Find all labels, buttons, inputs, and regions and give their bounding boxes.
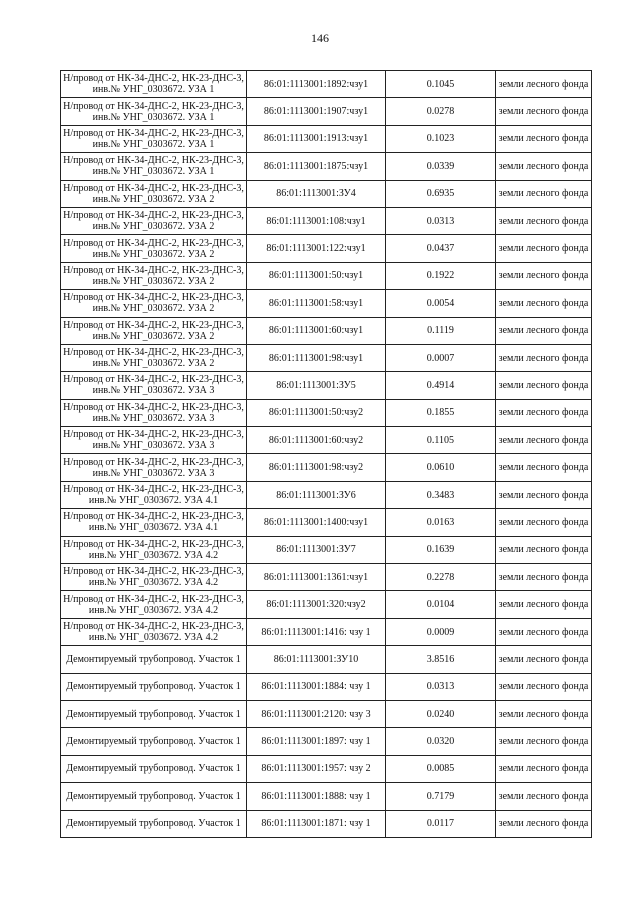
cadastral-number-cell: 86:01:1113001:98:чзу2 xyxy=(247,454,386,481)
land-category-cell: земли лесного фонда xyxy=(496,427,592,454)
area-cell: 0.0240 xyxy=(386,700,496,727)
table-row xyxy=(61,317,592,344)
table-row xyxy=(61,344,592,371)
cadastral-number-cell: 86:01:1113001:1871: чзу 1 xyxy=(247,810,386,837)
cadastral-number-cell: 86:01:1113001:ЗУ10 xyxy=(247,646,386,673)
table-body xyxy=(61,71,592,838)
land-category-cell: земли лесного фонда xyxy=(496,755,592,782)
table-row xyxy=(61,810,592,837)
cadastral-number-cell: 86:01:1113001:ЗУ4 xyxy=(247,180,386,207)
cadastral-number-cell: 86:01:1113001:122:чзу1 xyxy=(247,235,386,262)
land-category-cell: земли лесного фонда xyxy=(496,71,592,98)
land-category-cell: земли лесного фонда xyxy=(496,344,592,371)
land-plots-table xyxy=(60,70,592,838)
land-category-cell: земли лесного фонда xyxy=(496,564,592,591)
table-row xyxy=(61,755,592,782)
object-name-cell: Н/провод от НК-34-ДНС-2, НК-23-ДНС-3, инв.№ УНГ_0303672. УЗА 1 xyxy=(61,125,247,152)
area-cell: 0.4914 xyxy=(386,372,496,399)
object-name-cell: Н/провод от НК-34-ДНС-2, НК-23-ДНС-3, инв.№ УНГ_0303672. УЗА 4.2 xyxy=(61,564,247,591)
area-cell: 0.0104 xyxy=(386,591,496,618)
page-number: 146 xyxy=(311,31,329,45)
cadastral-number-cell: 86:01:1113001:1897: чзу 1 xyxy=(247,728,386,755)
table-row xyxy=(61,646,592,673)
object-name-cell: Н/провод от НК-34-ДНС-2, НК-23-ДНС-3, инв.№ УНГ_0303672. УЗА 4.2 xyxy=(61,618,247,645)
object-name-cell: Н/провод от НК-34-ДНС-2, НК-23-ДНС-3, инв.№ УНГ_0303672. УЗА 3 xyxy=(61,454,247,481)
area-cell: 0.0320 xyxy=(386,728,496,755)
land-category-cell: земли лесного фонда xyxy=(496,783,592,810)
cadastral-number-cell: 86:01:1113001:1892:чзу1 xyxy=(247,71,386,98)
land-category-cell: земли лесного фонда xyxy=(496,454,592,481)
table-row xyxy=(61,71,592,98)
cadastral-number-cell: 86:01:1113001:60:чзу2 xyxy=(247,427,386,454)
land-category-cell: земли лесного фонда xyxy=(496,481,592,508)
area-cell: 0.0278 xyxy=(386,98,496,125)
object-name-cell: Н/провод от НК-34-ДНС-2, НК-23-ДНС-3, инв.№ УНГ_0303672. УЗА 3 xyxy=(61,427,247,454)
area-cell: 0.1639 xyxy=(386,536,496,563)
cadastral-number-cell: 86:01:1113001:ЗУ5 xyxy=(247,372,386,399)
table-row xyxy=(61,454,592,481)
area-cell: 0.0009 xyxy=(386,618,496,645)
table-row xyxy=(61,180,592,207)
land-category-cell: земли лесного фонда xyxy=(496,673,592,700)
table-row xyxy=(61,235,592,262)
table-row xyxy=(61,481,592,508)
cadastral-number-cell: 86:01:1113001:1888: чзу 1 xyxy=(247,783,386,810)
land-category-cell: земли лесного фонда xyxy=(496,810,592,837)
object-name-cell: Демонтируемый трубопровод. Участок 1 xyxy=(61,783,247,810)
area-cell: 0.7179 xyxy=(386,783,496,810)
object-name-cell: Н/провод от НК-34-ДНС-2, НК-23-ДНС-3, инв.№ УНГ_0303672. УЗА 4.1 xyxy=(61,481,247,508)
land-category-cell: земли лесного фонда xyxy=(496,180,592,207)
area-cell: 0.0610 xyxy=(386,454,496,481)
area-cell: 0.1922 xyxy=(386,262,496,289)
land-category-cell: земли лесного фонда xyxy=(496,98,592,125)
object-name-cell: Н/провод от НК-34-ДНС-2, НК-23-ДНС-3, инв.№ УНГ_0303672. УЗА 2 xyxy=(61,317,247,344)
table-row xyxy=(61,125,592,152)
area-cell: 0.6935 xyxy=(386,180,496,207)
area-cell: 0.1045 xyxy=(386,71,496,98)
area-cell: 0.0313 xyxy=(386,207,496,234)
cadastral-number-cell: 86:01:1113001:2120: чзу 3 xyxy=(247,700,386,727)
area-cell: 0.2278 xyxy=(386,564,496,591)
land-category-cell: земли лесного фонда xyxy=(496,372,592,399)
table-row xyxy=(61,372,592,399)
table-row xyxy=(61,207,592,234)
object-name-cell: Н/провод от НК-34-ДНС-2, НК-23-ДНС-3, инв.№ УНГ_0303672. УЗА 3 xyxy=(61,372,247,399)
area-cell: 0.0163 xyxy=(386,509,496,536)
object-name-cell: Демонтируемый трубопровод. Участок 1 xyxy=(61,728,247,755)
table-row xyxy=(61,700,592,727)
land-category-cell: земли лесного фонда xyxy=(496,235,592,262)
object-name-cell: Демонтируемый трубопровод. Участок 1 xyxy=(61,673,247,700)
table-row xyxy=(61,98,592,125)
cadastral-number-cell: 86:01:1113001:98:чзу1 xyxy=(247,344,386,371)
area-cell: 0.1855 xyxy=(386,399,496,426)
area-cell: 0.1023 xyxy=(386,125,496,152)
object-name-cell: Демонтируемый трубопровод. Участок 1 xyxy=(61,700,247,727)
object-name-cell: Н/провод от НК-34-ДНС-2, НК-23-ДНС-3, инв.№ УНГ_0303672. УЗА 4.2 xyxy=(61,591,247,618)
land-category-cell: земли лесного фонда xyxy=(496,399,592,426)
area-cell: 0.0085 xyxy=(386,755,496,782)
area-cell: 0.0007 xyxy=(386,344,496,371)
land-category-cell: земли лесного фонда xyxy=(496,317,592,344)
object-name-cell: Н/провод от НК-34-ДНС-2, НК-23-ДНС-3, инв.№ УНГ_0303672. УЗА 2 xyxy=(61,290,247,317)
table-row xyxy=(61,536,592,563)
cadastral-number-cell: 86:01:1113001:1907:чзу1 xyxy=(247,98,386,125)
table-row xyxy=(61,427,592,454)
cadastral-number-cell: 86:01:1113001:108:чзу1 xyxy=(247,207,386,234)
cadastral-number-cell: 86:01:1113001:1884: чзу 1 xyxy=(247,673,386,700)
cadastral-number-cell: 86:01:1113001:1957: чзу 2 xyxy=(247,755,386,782)
land-category-cell: земли лесного фонда xyxy=(496,290,592,317)
object-name-cell: Демонтируемый трубопровод. Участок 1 xyxy=(61,646,247,673)
cadastral-number-cell: 86:01:1113001:ЗУ6 xyxy=(247,481,386,508)
object-name-cell: Н/провод от НК-34-ДНС-2, НК-23-ДНС-3, инв.№ УНГ_0303672. УЗА 1 xyxy=(61,71,247,98)
cadastral-number-cell: 86:01:1113001:50:чзу1 xyxy=(247,262,386,289)
cadastral-number-cell: 86:01:1113001:60:чзу1 xyxy=(247,317,386,344)
area-cell: 0.0117 xyxy=(386,810,496,837)
object-name-cell: Н/провод от НК-34-ДНС-2, НК-23-ДНС-3, инв.№ УНГ_0303672. УЗА 2 xyxy=(61,262,247,289)
cadastral-number-cell: 86:01:1113001:1913:чзу1 xyxy=(247,125,386,152)
object-name-cell: Демонтируемый трубопровод. Участок 1 xyxy=(61,755,247,782)
object-name-cell: Н/провод от НК-34-ДНС-2, НК-23-ДНС-3, инв.№ УНГ_0303672. УЗА 1 xyxy=(61,98,247,125)
table-row xyxy=(61,783,592,810)
cadastral-number-cell: 86:01:1113001:ЗУ7 xyxy=(247,536,386,563)
area-cell: 0.3483 xyxy=(386,481,496,508)
cadastral-number-cell: 86:01:1113001:50:чзу2 xyxy=(247,399,386,426)
object-name-cell: Н/провод от НК-34-ДНС-2, НК-23-ДНС-3, инв.№ УНГ_0303672. УЗА 2 xyxy=(61,235,247,262)
cadastral-number-cell: 86:01:1113001:1416: чзу 1 xyxy=(247,618,386,645)
table-row xyxy=(61,564,592,591)
cadastral-number-cell: 86:01:1113001:1875:чзу1 xyxy=(247,153,386,180)
table-row xyxy=(61,509,592,536)
table-row xyxy=(61,153,592,180)
area-cell: 0.0339 xyxy=(386,153,496,180)
land-category-cell: земли лесного фонда xyxy=(496,125,592,152)
object-name-cell: Н/провод от НК-34-ДНС-2, НК-23-ДНС-3, инв.№ УНГ_0303672. УЗА 2 xyxy=(61,207,247,234)
object-name-cell: Н/провод от НК-34-ДНС-2, НК-23-ДНС-3, инв.№ УНГ_0303672. УЗА 3 xyxy=(61,399,247,426)
object-name-cell: Н/провод от НК-34-ДНС-2, НК-23-ДНС-3, инв.№ УНГ_0303672. УЗА 2 xyxy=(61,344,247,371)
table-row xyxy=(61,728,592,755)
table-row xyxy=(61,673,592,700)
area-cell: 3.8516 xyxy=(386,646,496,673)
land-category-cell: земли лесного фонда xyxy=(496,262,592,289)
table-row xyxy=(61,399,592,426)
land-category-cell: земли лесного фонда xyxy=(496,153,592,180)
area-cell: 0.0313 xyxy=(386,673,496,700)
land-category-cell: земли лесного фонда xyxy=(496,509,592,536)
land-category-cell: земли лесного фонда xyxy=(496,728,592,755)
cadastral-number-cell: 86:01:1113001:1361:чзу1 xyxy=(247,564,386,591)
area-cell: 0.0437 xyxy=(386,235,496,262)
object-name-cell: Демонтируемый трубопровод. Участок 1 xyxy=(61,810,247,837)
object-name-cell: Н/провод от НК-34-ДНС-2, НК-23-ДНС-3, инв.№ УНГ_0303672. УЗА 2 xyxy=(61,180,247,207)
land-category-cell: земли лесного фонда xyxy=(496,618,592,645)
area-cell: 0.1119 xyxy=(386,317,496,344)
land-category-cell: земли лесного фонда xyxy=(496,536,592,563)
area-cell: 0.1105 xyxy=(386,427,496,454)
object-name-cell: Н/провод от НК-34-ДНС-2, НК-23-ДНС-3, инв.№ УНГ_0303672. УЗА 4.2 xyxy=(61,536,247,563)
cadastral-number-cell: 86:01:1113001:1400:чзу1 xyxy=(247,509,386,536)
area-cell: 0.0054 xyxy=(386,290,496,317)
land-category-cell: земли лесного фонда xyxy=(496,700,592,727)
table-row xyxy=(61,618,592,645)
land-category-cell: земли лесного фонда xyxy=(496,207,592,234)
table-row xyxy=(61,591,592,618)
cadastral-number-cell: 86:01:1113001:58:чзу1 xyxy=(247,290,386,317)
object-name-cell: Н/провод от НК-34-ДНС-2, НК-23-ДНС-3, инв.№ УНГ_0303672. УЗА 4.1 xyxy=(61,509,247,536)
land-category-cell: земли лесного фонда xyxy=(496,646,592,673)
land-category-cell: земли лесного фонда xyxy=(496,591,592,618)
table-row xyxy=(61,262,592,289)
cadastral-number-cell: 86:01:1113001:320:чзу2 xyxy=(247,591,386,618)
table-row xyxy=(61,290,592,317)
object-name-cell: Н/провод от НК-34-ДНС-2, НК-23-ДНС-3, инв.№ УНГ_0303672. УЗА 1 xyxy=(61,153,247,180)
